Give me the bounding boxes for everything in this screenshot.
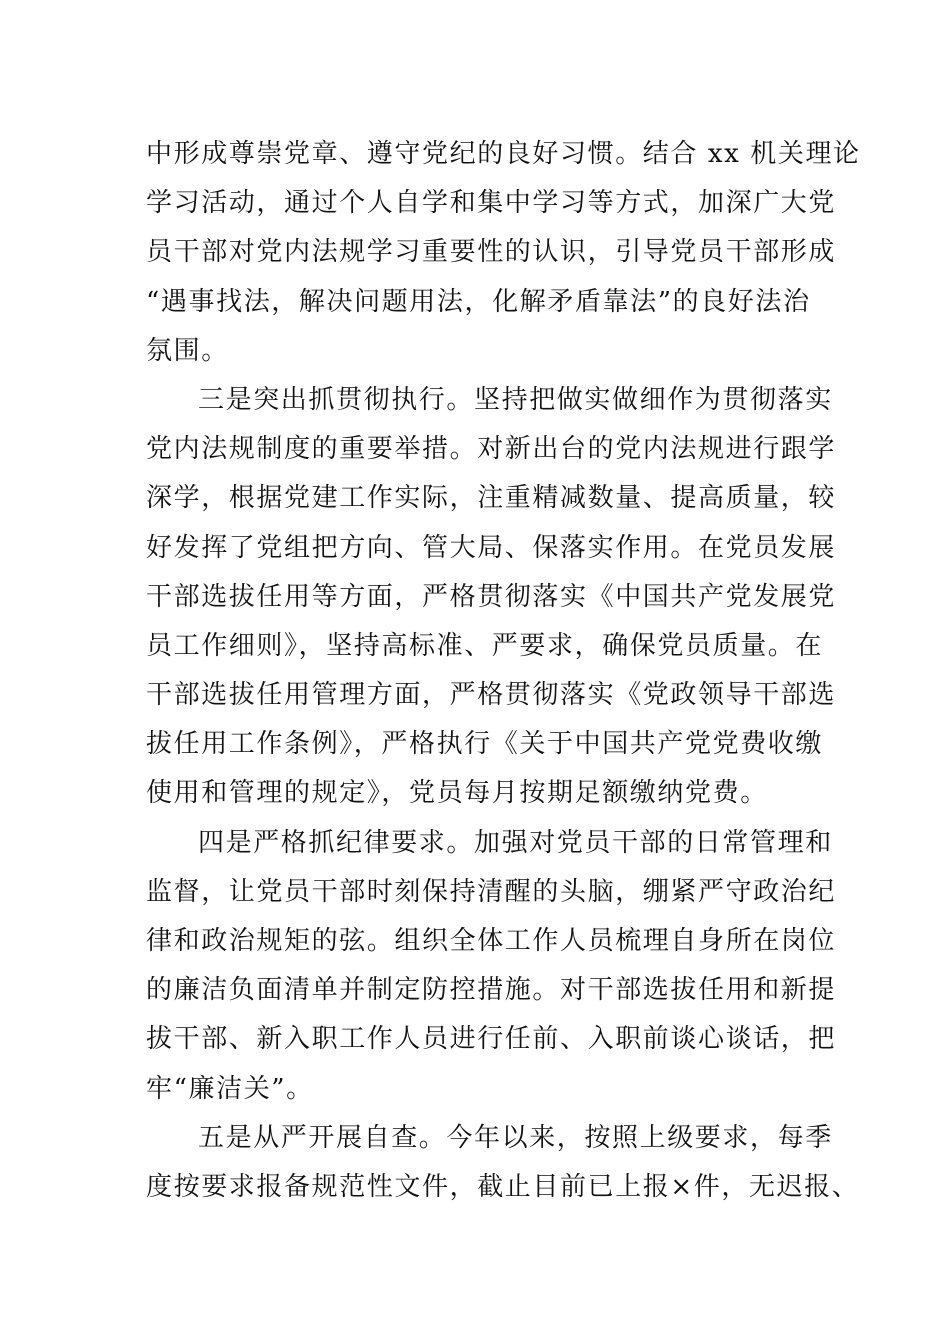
text-line: 干部选拔任用等方面，严格贯彻落实《中国共产党发展党 <box>146 581 837 612</box>
text-line: 使用和管理的规定》，党员每月按期足额缴纳党费。 <box>146 778 768 809</box>
text-line: 拔干部、新入职工作人员进行任前、入职前谈心谈话，把 <box>146 1024 837 1055</box>
paragraph-five-start: 五是从严开展自查。今年以来，按照上级要求，每季 <box>198 1122 833 1153</box>
body-text <box>146 130 861 1212</box>
text-line: 度按要求报备规范性文件，截止目前已上报×件，无迟报、 <box>146 1171 860 1202</box>
text-line: 干部选拔任用管理方面，严格贯彻落实《党政领导干部选 <box>146 680 837 711</box>
text-line: 监督，让党员干部时刻保持清醒的头脑，绷紧严守政治纪 <box>146 876 837 907</box>
text-line: “遇事找法，解决问题用法，化解矛盾靠法”的良好法治 <box>146 286 811 317</box>
text-line: 深学，根据党建工作实际，注重精减数量、提高质量，较 <box>146 483 837 514</box>
text-line: 氛围。 <box>146 335 229 366</box>
text-line: 好发挥了党组把方向、管大局、保落实作用。在党员发展 <box>146 532 837 563</box>
text-line: 党内法规制度的重要举措。对新出台的党内法规进行跟学 <box>146 434 837 465</box>
text-line: 律和政治规矩的弦。组织全体工作人员梳理自身所在岗位 <box>146 926 837 956</box>
paragraph-four-start: 四是严格抓纪律要求。加强对党员干部的日常管理和 <box>198 827 833 858</box>
paragraph-three-start: 三是突出抓贯彻执行。坚持把做实做细作为贯彻落实 <box>198 384 833 415</box>
text-line: 学习活动，通过个人自学和集中学习等方式，加深广大党 <box>146 188 837 219</box>
text-line: 员工作细则》，坚持高标准、严要求，确保党员质量。在 <box>146 630 824 661</box>
text-line: 员干部对党内法规学习重要性的认识，引导党员干部形成 <box>146 237 837 268</box>
text-line: 拔任用工作条例》，严格执行《关于中国共产党党费收缴 <box>146 729 824 760</box>
text-line: 的廉洁负面清单并制定防控措施。对干部选拔任用和新提 <box>146 975 837 1006</box>
text-line: 牢“廉洁关”。 <box>146 1073 314 1104</box>
text-line: 中形成尊崇党章、遵守党纪的良好习惯。结合 xx 机关理论 <box>146 139 861 169</box>
